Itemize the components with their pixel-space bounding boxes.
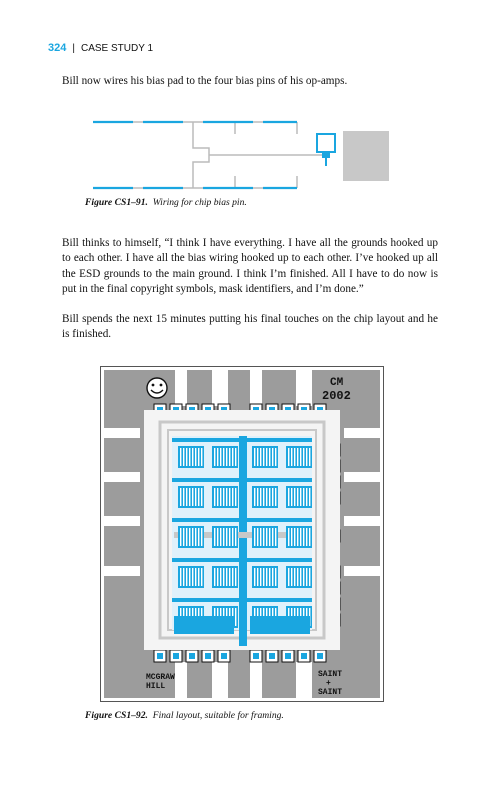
vertical-bus <box>239 436 247 646</box>
saint-text-2: SAINT <box>318 688 343 697</box>
paragraph-3: Bill spends the next 15 minutes putting his final touches on the chip layout and he is finished. <box>62 313 438 341</box>
final-layout-figure <box>100 366 384 702</box>
pad-contact <box>221 653 227 659</box>
bias-pad <box>343 131 389 181</box>
cell-block <box>252 446 278 468</box>
mcgraw-text: MCGRAW <box>146 673 175 682</box>
pad-contact <box>317 653 323 659</box>
figure-caption-text: Final layout, suitable for framing. <box>152 710 284 721</box>
cell-block <box>252 566 278 588</box>
header-separator: | <box>72 43 75 54</box>
pad-contact <box>157 653 163 659</box>
scribe-gap <box>344 428 380 438</box>
cell-block <box>286 486 312 508</box>
cell-block <box>212 446 238 468</box>
row-bus <box>172 598 312 602</box>
saint-text-1: SAINT <box>318 670 343 679</box>
smiley-icon <box>147 378 167 398</box>
scribe-gap <box>250 662 262 698</box>
pad-contact <box>189 653 195 659</box>
core-circuits <box>160 422 324 646</box>
cell-block <box>286 526 312 548</box>
bias-wiring-figure <box>85 112 395 196</box>
row-bus <box>172 518 312 522</box>
page-number: 324 <box>48 42 67 54</box>
cell-block <box>212 486 238 508</box>
cell-block <box>178 446 204 468</box>
figure-caption-text: Wiring for chip bias pin. <box>152 197 247 208</box>
cell-block <box>286 446 312 468</box>
row-bus <box>172 438 312 442</box>
paragraph-1: Bill now wires his bias pad to the four bias pins of his op-amps. <box>62 75 348 87</box>
pad-contact <box>173 653 179 659</box>
figure-caption-cs1-92 <box>85 710 284 721</box>
scribe-gap <box>250 370 262 406</box>
row-bus <box>172 478 312 482</box>
scribe-gap <box>175 370 187 406</box>
pad-contact <box>285 653 291 659</box>
scribe-gap <box>296 662 312 698</box>
figure-label: Figure CS1–92. <box>85 710 148 721</box>
scribe-gap <box>104 516 140 526</box>
scribe-gap <box>212 662 228 698</box>
output-block <box>174 616 234 634</box>
scribe-gap <box>344 472 380 482</box>
cell-block <box>178 486 204 508</box>
bias-via <box>322 152 330 158</box>
scribe-gap <box>104 472 140 482</box>
cell-block <box>178 526 204 548</box>
cell-block <box>178 566 204 588</box>
scribe-gap <box>344 516 380 526</box>
cell-block <box>212 526 238 548</box>
year-text: 2002 <box>322 389 351 403</box>
cell-block <box>252 486 278 508</box>
cell-block <box>252 526 278 548</box>
plus-text: + <box>326 679 331 688</box>
row-bus <box>172 558 312 562</box>
scribe-gap <box>104 428 140 438</box>
output-block <box>250 616 310 634</box>
section-title: CASE STUDY 1 <box>80 43 154 54</box>
logo-text: CM <box>330 377 344 389</box>
running-header <box>48 42 153 54</box>
scribe-gap <box>175 662 187 698</box>
cell-block <box>212 566 238 588</box>
figure-label: Figure CS1–91. <box>85 197 148 208</box>
scribe-gap <box>296 370 312 406</box>
scribe-gap <box>104 566 140 576</box>
pad-contact <box>205 653 211 659</box>
bias-contact <box>317 134 335 152</box>
scribe-gap <box>212 370 228 406</box>
bias-wiring-lines <box>93 122 328 188</box>
figure-caption-cs1-91 <box>85 197 247 208</box>
hill-text: HILL <box>146 682 166 691</box>
pad-contact <box>269 653 275 659</box>
pad-contact <box>253 653 259 659</box>
cell-block <box>286 566 312 588</box>
pad-contact <box>301 653 307 659</box>
scribe-gap <box>344 566 380 576</box>
paragraph-2: Bill thinks to himself, “I think I have everything. I have all the grounds hooked up to each other. I have all the bias wiring hooked up to each other. I’ve hooked up all the ESD grounds to the main ground. I think I’m finished. All I have to do now is put in the final copyright symbols, mask identifiers, and I’m done.” <box>62 237 438 295</box>
